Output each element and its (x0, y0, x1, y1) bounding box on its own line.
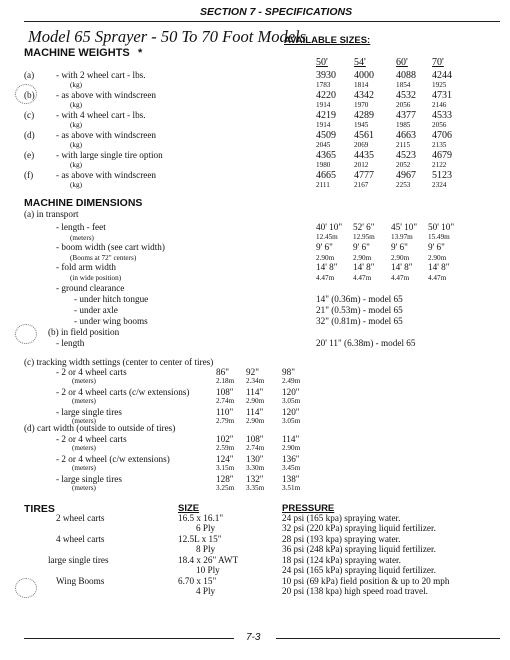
weight-row-letter: (c) (24, 110, 35, 120)
boom-width-sub: (Booms at 72" centers) (70, 254, 137, 262)
dimension-cell: 98" (282, 367, 295, 377)
weight-value: 4088 (396, 70, 416, 81)
tire-size: 6.70 x 15" (178, 576, 217, 586)
tire-pressure-primary: 28 psi (193 kpa) spraying water. (282, 534, 401, 544)
dimension-cell: 86" (216, 367, 229, 377)
fold-arm-label: - fold arm width (56, 262, 116, 272)
punch-hole-bottom (15, 578, 37, 598)
dimension-cell: 120" (282, 387, 300, 397)
tire-size-heading: SIZE (178, 503, 200, 514)
weight-row-label: - as above with windscreen (56, 130, 157, 140)
weight-value: 5123 (432, 170, 452, 181)
dimension-cell: 3.05m (282, 397, 301, 405)
tire-row-name: Wing Booms (56, 576, 105, 586)
tire-pressure-secondary: 24 psi (165 kPa) spraying liquid fertilizer. (282, 565, 436, 575)
weight-metric-value: 2056 (432, 121, 447, 129)
dimension-cell: 2.59m (216, 444, 235, 452)
length-values-cell: 40' 10" (316, 222, 343, 232)
dimension-cell: 3.45m (282, 464, 301, 472)
weight-row-unit: (kg) (70, 141, 82, 149)
dimension-cell: 2.18m (216, 377, 235, 385)
weight-metric-value: 2167 (354, 181, 369, 189)
weight-value: 4220 (316, 90, 336, 101)
ground-clearance-label: - ground clearance (56, 283, 125, 293)
weight-value: 4663 (396, 130, 416, 141)
weight-value: 4342 (354, 90, 374, 101)
length-meters-cell: 12.45m (316, 233, 338, 241)
boom-width-values-cell: 9' 6" (428, 242, 445, 252)
weight-metric-value: 2324 (432, 181, 447, 189)
dimension-cell: 2.49m (282, 377, 301, 385)
fold-arm-values-cell: 14' 8" (391, 262, 413, 272)
tire-pressure-primary: 18 psi (124 kPa) spraying water. (282, 555, 401, 565)
weight-row-letter: (f) (24, 170, 34, 180)
weight-value: 4377 (396, 110, 416, 121)
in-transport-label: (a) in transport (24, 209, 79, 219)
tire-pressure-secondary: 36 psi (248 kPa) spraying liquid fertilizer. (282, 544, 436, 554)
fold-arm-meters-cell: 4.47m (428, 274, 447, 282)
dimension-cell: 92" (246, 367, 259, 377)
dimension-cell: 3.35m (246, 484, 265, 492)
weight-value: 3930 (316, 70, 336, 81)
tire-ply: 8 Ply (196, 544, 216, 554)
machine-dimensions-heading: MACHINE DIMENSIONS (24, 197, 143, 209)
section-header: SECTION 7 - SPECIFICATIONS (200, 6, 353, 18)
boom-width-meters-cell: 2.90m (316, 254, 335, 262)
tire-pressure-secondary: 20 psi (138 kpa) high speed road travel. (282, 586, 428, 596)
dimension-row-label: - 2 or 4 wheel carts (c/w extensions) (56, 387, 190, 397)
boom-width-values-cell: 9' 6" (316, 242, 333, 252)
dimension-row-label: - 2 or 4 wheel (c/w extensions) (56, 454, 170, 464)
dimension-cell: 124" (216, 454, 234, 464)
length-meters-cell: 13.97m (391, 233, 413, 241)
weight-value: 4289 (354, 110, 374, 121)
dimension-cell: 2.34m (246, 377, 265, 385)
length-label: - length - feet (56, 222, 106, 232)
weight-metric-value: 1914 (316, 101, 331, 109)
header-rule (24, 21, 500, 22)
clearance-wing-value: 32" (0.81m) - model 65 (316, 316, 403, 326)
field-position-label: (b) in field position (48, 327, 120, 337)
weight-row-unit: (kg) (70, 161, 82, 169)
weight-value: 4679 (432, 150, 452, 161)
tire-pressure-heading: PRESSURE (282, 503, 335, 514)
tire-ply: 6 Ply (196, 523, 216, 533)
dimension-cell: 3.51m (282, 484, 301, 492)
tire-size: 16.5 x 16.1" (178, 513, 224, 523)
weight-metric-value: 2115 (396, 141, 411, 149)
weight-value: 4219 (316, 110, 336, 121)
dimension-cell: 138" (282, 474, 300, 484)
size-col-54: 54' (354, 57, 366, 68)
dimension-cell: 3.30m (246, 464, 265, 472)
weight-metric-value: 2122 (432, 161, 447, 169)
clearance-hitch-label: - under hitch tongue (74, 294, 149, 304)
clearance-wing-label: - under wing booms (74, 316, 148, 326)
weight-value: 4523 (396, 150, 416, 161)
weight-row-label: - with 4 wheel cart - lbs. (56, 110, 146, 120)
dimension-cell: 2.74m (246, 444, 265, 452)
boom-width-values-cell: 9' 6" (353, 242, 370, 252)
weight-row-letter: (b) (24, 90, 35, 100)
clearance-axle-label: - under axle (74, 305, 118, 315)
tire-ply: 4 Ply (196, 586, 216, 596)
fold-arm-meters-cell: 4.47m (353, 274, 372, 282)
weight-row-letter: (e) (24, 150, 35, 160)
weight-metric-value: 2146 (432, 101, 447, 109)
size-col-70: 70' (432, 57, 444, 68)
weight-metric-value: 1980 (316, 161, 331, 169)
metric-label: (meters) (72, 444, 96, 452)
metric-label: (meters) (72, 464, 96, 472)
weight-metric-value: 2012 (354, 161, 369, 169)
fold-arm-sub: (in wide position) (70, 274, 122, 282)
weight-value: 4000 (354, 70, 374, 81)
length-meters-cell: 15.49m (428, 233, 450, 241)
machine-weights-heading: MACHINE WEIGHTS (24, 47, 130, 59)
size-col-60: 60' (396, 57, 408, 68)
boom-width-meters-cell: 2.90m (353, 254, 372, 262)
weight-metric-value: 2056 (396, 101, 411, 109)
fold-arm-meters-cell: 4.47m (316, 274, 335, 282)
tires-heading: TIRES (24, 503, 55, 515)
dimension-cell: 3.05m (282, 417, 301, 425)
dimension-cell: 3.15m (216, 464, 235, 472)
weight-row-unit: (kg) (70, 121, 82, 129)
fold-arm-values-cell: 14' 8" (353, 262, 375, 272)
length-meters-label: (meters) (70, 234, 94, 242)
dimension-cell: 128" (216, 474, 234, 484)
weight-metric-value: 1985 (396, 121, 411, 129)
dimension-cell: 3.25m (216, 484, 235, 492)
weight-metric-value: 2045 (316, 141, 331, 149)
weight-metric-value: 1945 (354, 121, 369, 129)
weight-metric-value: 1925 (432, 81, 447, 89)
metric-label: (meters) (72, 417, 96, 425)
dimension-cell: 2.90m (246, 417, 265, 425)
dimension-row-label: - 2 or 4 wheel carts (56, 434, 127, 444)
weight-value: 4731 (432, 90, 452, 101)
weight-row-unit: (kg) (70, 101, 82, 109)
weight-row-label: - as above with windscreen (56, 170, 157, 180)
boom-width-meters-cell: 2.90m (391, 254, 410, 262)
dimension-row-label: - large single tires (56, 474, 122, 484)
length-meters-cell: 12.95m (353, 233, 375, 241)
weight-value: 4967 (396, 170, 416, 181)
cart-width-label: (d) cart width (outside to outside of tires) (24, 423, 176, 433)
weight-row-label: - with 2 wheel cart - lbs. (56, 70, 146, 80)
weight-row-label: - as above with windscreen (56, 90, 157, 100)
weight-value: 4665 (316, 170, 336, 181)
dimension-cell: 136" (282, 454, 300, 464)
weight-row-label: - with large single tire option (56, 150, 163, 160)
weight-metric-value: 2253 (396, 181, 411, 189)
model-title: Model 65 Sprayer - 50 To 70 Foot Models (28, 27, 307, 46)
weight-metric-value: 1854 (396, 81, 411, 89)
metric-label: (meters) (72, 397, 96, 405)
tire-pressure-primary: 24 psi (165 kpa) spraying water. (282, 513, 401, 523)
punch-hole-middle (15, 324, 37, 344)
dimension-cell: 2.90m (246, 397, 265, 405)
dimension-cell: 108" (246, 434, 264, 444)
weight-row-unit: (kg) (70, 181, 82, 189)
dimension-cell: 2.74m (216, 397, 235, 405)
clearance-axle-value: 21" (0.53m) - model 65 (316, 305, 403, 315)
dimension-cell: 102" (216, 434, 234, 444)
weight-metric-value: 2111 (316, 181, 330, 189)
weight-metric-value: 2052 (396, 161, 411, 169)
weight-metric-value: 2069 (354, 141, 369, 149)
dimension-cell: 114" (246, 407, 264, 417)
weight-value: 4561 (354, 130, 374, 141)
tracking-width-label: (c) tracking width settings (center to center of tires) (24, 357, 214, 367)
dimension-row-label: - 2 or 4 wheel carts (56, 367, 127, 377)
dimension-cell: 120" (282, 407, 300, 417)
tire-row-name: large single tires (48, 555, 109, 565)
tire-ply: 10 Ply (196, 565, 220, 575)
dimension-cell: 114" (246, 387, 264, 397)
weight-metric-value: 2135 (432, 141, 447, 149)
weight-value: 4533 (432, 110, 452, 121)
footer-rule-left (24, 638, 234, 639)
tire-pressure-secondary: 32 psi (220 kPa) spraying liquid fertilizer. (282, 523, 436, 533)
weight-row-letter: (a) (24, 70, 35, 80)
fold-arm-values-cell: 14' 8" (428, 262, 450, 272)
length-values-cell: 52' 6" (353, 222, 375, 232)
asterisk-mark: * (138, 47, 143, 59)
page-number: 7-3 (246, 632, 261, 643)
fold-arm-meters-cell: 4.47m (391, 274, 410, 282)
dimension-cell: 114" (282, 434, 300, 444)
field-length-label: - length (56, 338, 85, 348)
dimension-cell: 130" (246, 454, 264, 464)
available-sizes-label: AVAILABLE SIZES: (284, 35, 371, 46)
weight-row-letter: (d) (24, 130, 35, 140)
weight-value: 4777 (354, 170, 374, 181)
clearance-hitch-value: 14" (0.36m) - model 65 (316, 294, 403, 304)
tire-row-name: 4 wheel carts (56, 534, 105, 544)
dimension-cell: 110" (216, 407, 234, 417)
boom-width-values-cell: 9' 6" (391, 242, 408, 252)
weight-value: 4706 (432, 130, 452, 141)
weight-value: 4365 (316, 150, 336, 161)
dimension-cell: 108" (216, 387, 234, 397)
fold-arm-values-cell: 14' 8" (316, 262, 338, 272)
weight-metric-value: 1783 (316, 81, 331, 89)
dimension-row-label: - large single tires (56, 407, 122, 417)
weight-metric-value: 1970 (354, 101, 369, 109)
dimension-cell: 2.90m (282, 444, 301, 452)
size-col-50: 50' (316, 57, 328, 68)
boom-width-meters-cell: 2.90m (428, 254, 447, 262)
tire-size: 18.4 x 26" AWT (178, 555, 239, 565)
weight-value: 4435 (354, 150, 374, 161)
boom-width-label: - boom width (see cart width) (56, 242, 165, 252)
length-values-cell: 45' 10" (391, 222, 418, 232)
metric-label: (meters) (72, 377, 96, 385)
tire-row-name: 2 wheel carts (56, 513, 105, 523)
weight-metric-value: 1814 (354, 81, 369, 89)
dimension-cell: 2.79m (216, 417, 235, 425)
weight-value: 4244 (432, 70, 452, 81)
metric-label: (meters) (72, 484, 96, 492)
dimension-cell: 132" (246, 474, 264, 484)
weight-metric-value: 1914 (316, 121, 331, 129)
length-values-cell: 50' 10" (428, 222, 455, 232)
field-length-value: 20' 11" (6.38m) - model 65 (316, 338, 416, 348)
footer-rule-right (276, 638, 500, 639)
tire-pressure-primary: 10 psi (69 kPa) field position & up to 20 mph (282, 576, 450, 586)
weight-value: 4532 (396, 90, 416, 101)
weight-row-unit: (kg) (70, 81, 82, 89)
weight-value: 4509 (316, 130, 336, 141)
tire-size: 12.5L x 15" (178, 534, 222, 544)
